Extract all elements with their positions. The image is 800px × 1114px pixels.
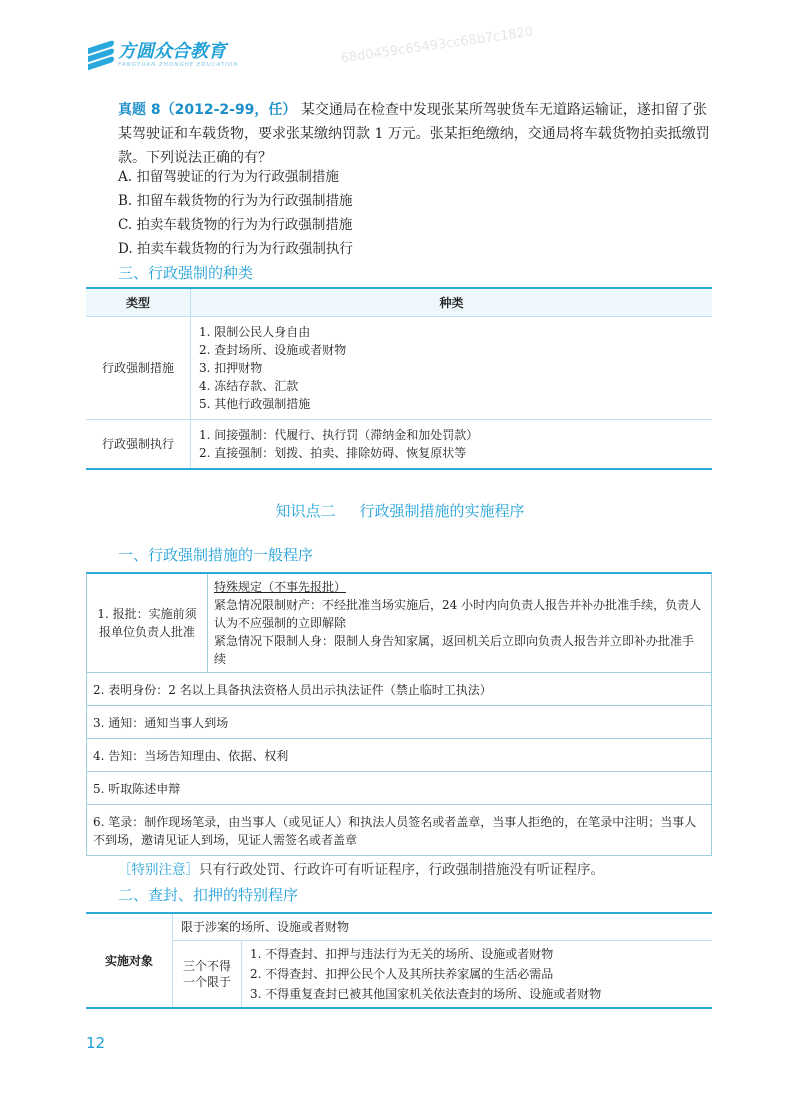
list-item: 2. 查封场所、设施或者财物: [199, 343, 347, 357]
list-item: 3. 扣押财物: [199, 361, 263, 375]
table-row: [86, 317, 712, 420]
limit-cell: 限于涉案的场所、设施或者财物: [173, 913, 713, 941]
question-number: 真题 8（2012-2-99，任）: [118, 102, 297, 118]
emergency-person: 紧急情况下限制人身：限制人身告知家属，返回机关后立即向负责人报告并立即补办批准手续: [214, 634, 695, 666]
page-number: 12: [86, 1034, 106, 1052]
watermark: 68d0459c65493cc68b7c1820: [339, 24, 535, 67]
special-note: [118, 858, 604, 878]
list-item: 1. 间接强制：代履行、执行罚（滞纳金和加处罚款）: [199, 428, 479, 442]
option-c: C. 拍卖车载货物的行为为行政强制措施: [118, 217, 353, 233]
kind-cell: [191, 420, 713, 470]
type-cell: 行政强制措施: [86, 317, 191, 420]
step-approval-label: 1. 报批：实施前须报单位负责人批准: [87, 574, 208, 672]
list-item: 2. 不得查封、扣押公民个人及其所扶养家属的生活必需品: [250, 967, 554, 981]
list-item: 3. 不得重复查封已被其他国家机关依法查封的场所、设施或者财物: [250, 987, 602, 1001]
section-heading-types: 三、行政强制的种类: [118, 264, 254, 282]
knowledge-label: 知识点二: [275, 502, 336, 520]
question-text: 某交通局在检查中发现张某所驾驶货车无道路运输证，遂扣留了张某驾驶证和车载货物，要求张某缴纳罚款 1 万元。张某拒绝缴纳，交通局将车载货物拍卖抵缴罚款。下列说法正确的有？: [118, 102, 710, 166]
step-inform: 4. 告知：当场告知理由、依据、权利: [86, 739, 712, 772]
table-header-type: 类型: [86, 288, 191, 317]
step-approval: [86, 572, 712, 673]
table-header-kind: 种类: [191, 288, 713, 317]
section-heading-general: 一、行政强制措施的一般程序: [118, 546, 314, 564]
step-record: 6. 笔录：制作现场笔录，由当事人（或见证人）和执法人员签名或者盖章，当事人拒绝的，在笔录中注明；当事人不到场，邀请见证人到场，见证人需签名或者盖章: [86, 805, 712, 856]
logo-icon: [88, 42, 114, 68]
brand-name: 方圆众合教育: [118, 41, 226, 62]
section-heading-seizure: 二、查封、扣押的特别程序: [118, 886, 299, 904]
knowledge-title: 行政强制措施的实施程序: [359, 502, 525, 520]
brand-logo: [88, 42, 238, 68]
seizure-table: [86, 912, 712, 1009]
note-text: 只有行政处罚、行政许可有听证程序，行政强制措施没有听证程序。: [199, 862, 604, 878]
object-label: 实施对象: [86, 913, 173, 1008]
prohibition-label: 三个不得一个限于: [173, 941, 242, 1009]
kind-cell: [191, 317, 713, 420]
list-item: 2. 直接强制：划拨、拍卖、排除妨碍、恢复原状等: [199, 446, 467, 460]
emergency-property: 紧急情况限制财产：不经批准当场实施后，24 小时内向负责人报告并补办批准手续，负责人认为不应强制的立即解除: [214, 598, 702, 630]
option-b: B. 扣留车载货物的行为为行政强制措施: [118, 193, 353, 209]
list-item: 1. 限制公民人身自由: [199, 325, 311, 339]
prohibition-list: [242, 941, 713, 1009]
step-hearing: 5. 听取陈述申辩: [86, 772, 712, 805]
question-stem: [118, 98, 718, 170]
list-item: 4. 冻结存款、汇款: [199, 379, 299, 393]
note-tag: ［特别注意］: [118, 862, 199, 878]
type-cell: 行政强制执行: [86, 420, 191, 470]
brand-subtitle: FANGYUAN ZHONGHE EDUCATION: [118, 62, 239, 68]
list-item: 1. 不得查封、扣押与违法行为无关的场所、设施或者财物: [250, 947, 554, 961]
procedure-steps: [86, 572, 712, 856]
step-notify: 3. 通知：通知当事人到场: [86, 706, 712, 739]
coercion-types-table: [86, 287, 712, 470]
step-approval-detail: [208, 574, 711, 672]
option-d: D. 拍卖车载货物的行为为行政强制执行: [118, 241, 353, 257]
special-rule: 特殊规定（不事先报批）: [214, 580, 347, 594]
option-a: A. 扣留驾驶证的行为为行政强制措施: [118, 169, 339, 185]
knowledge-point-title: [0, 500, 800, 521]
step-identity: 2. 表明身份：2 名以上具备执法资格人员出示执法证件（禁止临时工执法）: [86, 673, 712, 706]
list-item: 5. 其他行政强制措施: [199, 397, 311, 411]
table-row: [86, 420, 712, 470]
